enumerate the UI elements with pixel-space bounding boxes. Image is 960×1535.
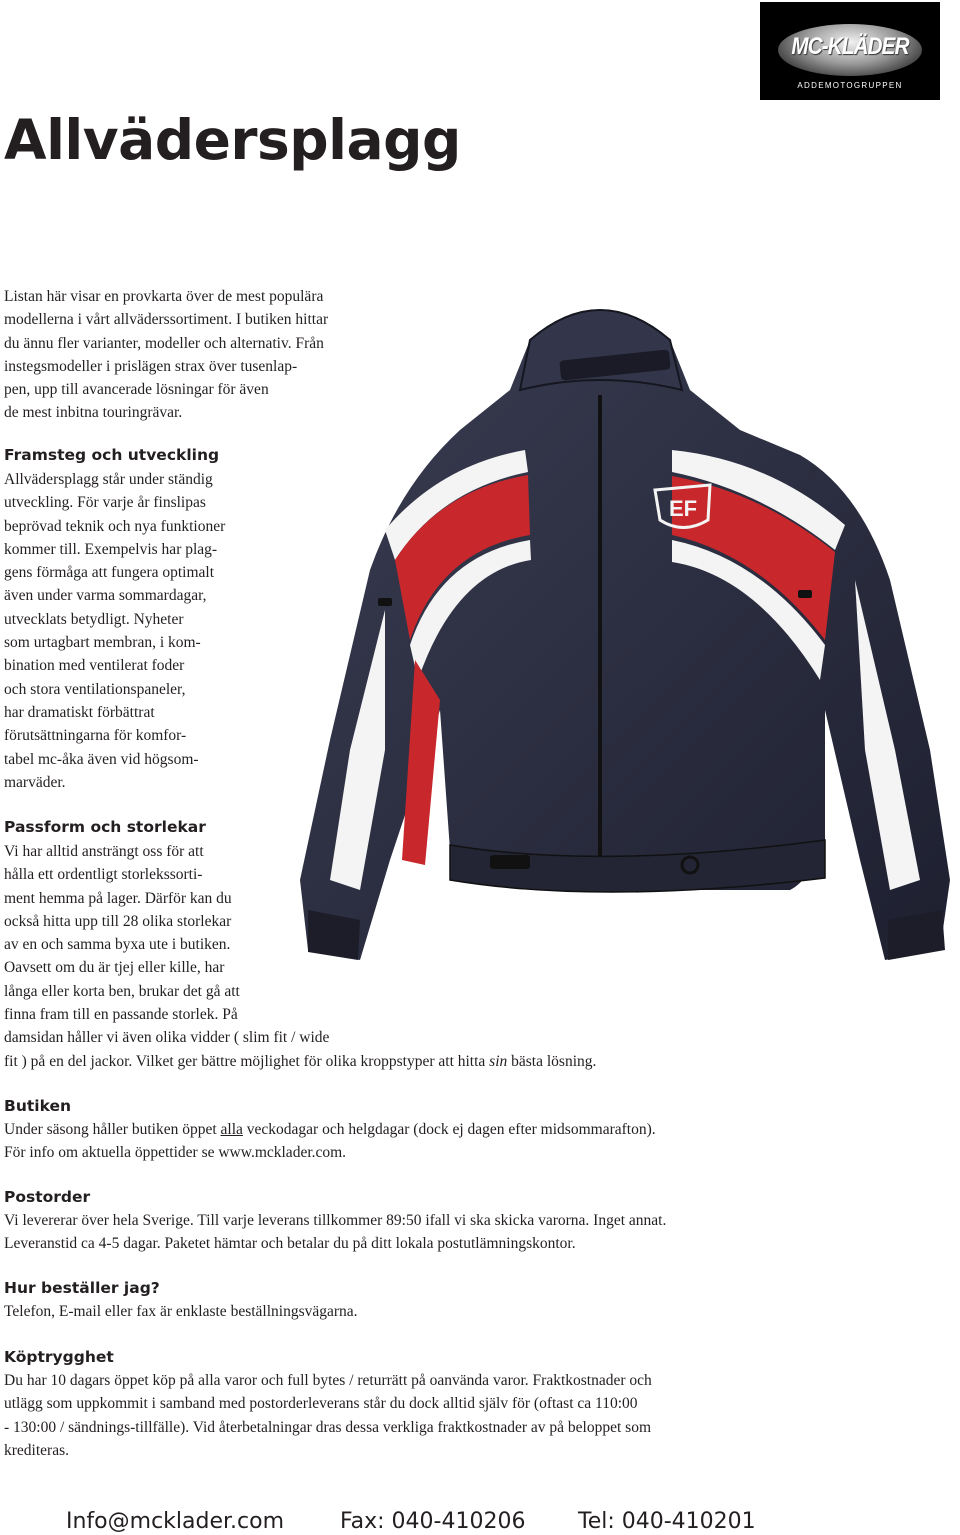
pocket-tab-left bbox=[378, 598, 392, 606]
butiken-underlined-word: alla bbox=[220, 1121, 243, 1138]
framsteg-line: Allvädersplagg står under ständig bbox=[4, 471, 213, 488]
passform-line: Vi har alltid ansträngt oss för att bbox=[4, 843, 204, 860]
framsteg-line: utvecklats betydligt. Nyheter bbox=[4, 610, 184, 628]
section-heading-koptrygghet: Köptrygghet bbox=[4, 1348, 114, 1366]
logo-subtitle: ADDEMOTOGRUPPEN bbox=[797, 81, 903, 90]
passform-paragraph bbox=[4, 840, 804, 1073]
intro-line: de mest inbitna touringrävar. bbox=[4, 404, 183, 422]
passform-line: finna fram till en passande storlek. På bbox=[4, 1006, 238, 1024]
section-heading-passform: Passform och storlekar bbox=[4, 818, 206, 836]
framsteg-paragraph bbox=[4, 468, 304, 794]
section-heading-butiken: Butiken bbox=[4, 1097, 72, 1115]
butiken-line-before: Under säsong håller butiken öppet bbox=[4, 1121, 221, 1138]
chest-logo-letters: EF bbox=[668, 496, 698, 521]
intro-line: pen, upp till avancerade lösningar för även bbox=[4, 381, 269, 399]
koptrygghet-paragraph bbox=[4, 1369, 904, 1462]
framsteg-line: beprövad teknik och nya funktioner bbox=[4, 517, 226, 535]
passform-line: hålla ett ordentligt storlekssorti- bbox=[4, 866, 203, 884]
bestalla-paragraph bbox=[4, 1300, 904, 1323]
framsteg-line: även under varma sommardagar, bbox=[4, 587, 207, 605]
framsteg-line: förutsättningarna för komfor- bbox=[4, 727, 187, 745]
framsteg-line: gens förmåga att fungera optimalt bbox=[4, 564, 215, 582]
framsteg-line: tabel mc-åka även vid högsom- bbox=[4, 750, 199, 768]
passform-line: av en och samma byxa ute i butiken. bbox=[4, 936, 231, 954]
passform-line: också hitta upp till 28 olika storlekar bbox=[4, 912, 232, 930]
page-title: Allvädersplagg bbox=[4, 108, 461, 172]
passform-line: Oavsett om du är tjej eller kille, har bbox=[4, 959, 225, 977]
jacket-collar bbox=[520, 310, 682, 390]
butiken-line: För info om aktuella öppettider se www.mcklader.com. bbox=[4, 1144, 347, 1162]
pocket-tab-right bbox=[798, 590, 812, 598]
framsteg-line: och stora ventilationspaneler, bbox=[4, 680, 186, 698]
intro-paragraph bbox=[4, 285, 434, 425]
intro-line: modellerna i vårt allväderssortiment. I butiken hittar bbox=[4, 311, 329, 329]
koptrygghet-line: Du har 10 dagars öppet köp på alla varor och full bytes / returrätt på oanvända varor. Fraktkostnader och bbox=[4, 1372, 652, 1389]
butiken-paragraph bbox=[4, 1118, 904, 1165]
butiken-line-after: veckodagar och helgdagar (dock ej dagen efter midsommarafton). bbox=[242, 1121, 656, 1138]
intro-line: instegsmodeller i prislägen strax över tusenlap- bbox=[4, 357, 298, 375]
butiken-line bbox=[4, 1118, 904, 1141]
passform-last-before: fit ) på en del jackor. Vilket ger bättre möjlighet för olika kroppstyper att hitta bbox=[4, 1052, 490, 1070]
passform-line: ment hemma på lager. Därför kan du bbox=[4, 889, 232, 907]
framsteg-line: marväder. bbox=[4, 773, 66, 791]
koptrygghet-line: utlägg som uppkommit i samband med postorderleverans står du dock alltid själv för (oftast ca 110:00 bbox=[4, 1395, 638, 1413]
framsteg-line: har dramatiskt förbättrat bbox=[4, 703, 155, 721]
passform-last-after: bästa lösning. bbox=[507, 1052, 597, 1070]
framsteg-line: utveckling. För varje år finslipas bbox=[4, 494, 206, 512]
postorder-paragraph bbox=[4, 1209, 904, 1256]
postorder-line: Vi levererar över hela Sverige. Till varje leverans tillkommer 89:50 ifall vi ska skicka varorna. Inget annat. bbox=[4, 1212, 667, 1229]
koptrygghet-line: krediteras. bbox=[4, 1441, 69, 1459]
footer-tel: Tel: 040-410201 bbox=[578, 1509, 756, 1534]
postorder-line: Leveranstid ca 4-5 dagar. Paketet hämtar och betalar du på ditt lokala postutlämningskontor. bbox=[4, 1235, 576, 1253]
footer-email: Info@mcklader.com bbox=[66, 1509, 285, 1534]
section-heading-framsteg: Framsteg och utveckling bbox=[4, 446, 220, 464]
passform-line: långa eller korta ben, brukar det gå att bbox=[4, 982, 240, 1000]
passform-line: damsidan håller vi även olika vidder ( slim fit / wide bbox=[4, 1029, 330, 1047]
section-heading-bestalla: Hur beställer jag? bbox=[4, 1279, 160, 1297]
koptrygghet-line: - 130:00 / sändnings-tillfälle). Vid återbetalningar dras dessa verkliga fraktkostnader av på beloppet som bbox=[4, 1418, 652, 1436]
intro-line: Listan här visar en provkarta över de mest populära bbox=[4, 288, 324, 305]
framsteg-line: som urtagbart membran, i kom- bbox=[4, 634, 201, 652]
passform-last-italic: sin bbox=[489, 1052, 508, 1070]
brand-logo bbox=[760, 2, 940, 100]
passform-last-line bbox=[4, 1050, 804, 1073]
bestalla-line: Telefon, E-mail eller fax är enklaste beställningsvägarna. bbox=[4, 1303, 358, 1320]
intro-line: du ännu fler varianter, modeller och alternativ. Från bbox=[4, 334, 324, 352]
framsteg-line: bination med ventilerat foder bbox=[4, 657, 185, 675]
footer-fax: Fax: 040-410206 bbox=[340, 1509, 526, 1534]
logo-brand-text: MC-KLÄDER bbox=[791, 33, 909, 60]
section-heading-postorder: Postorder bbox=[4, 1188, 91, 1206]
framsteg-line: kommer till. Exempelvis har plag- bbox=[4, 540, 218, 558]
contact-footer bbox=[66, 1509, 946, 1534]
